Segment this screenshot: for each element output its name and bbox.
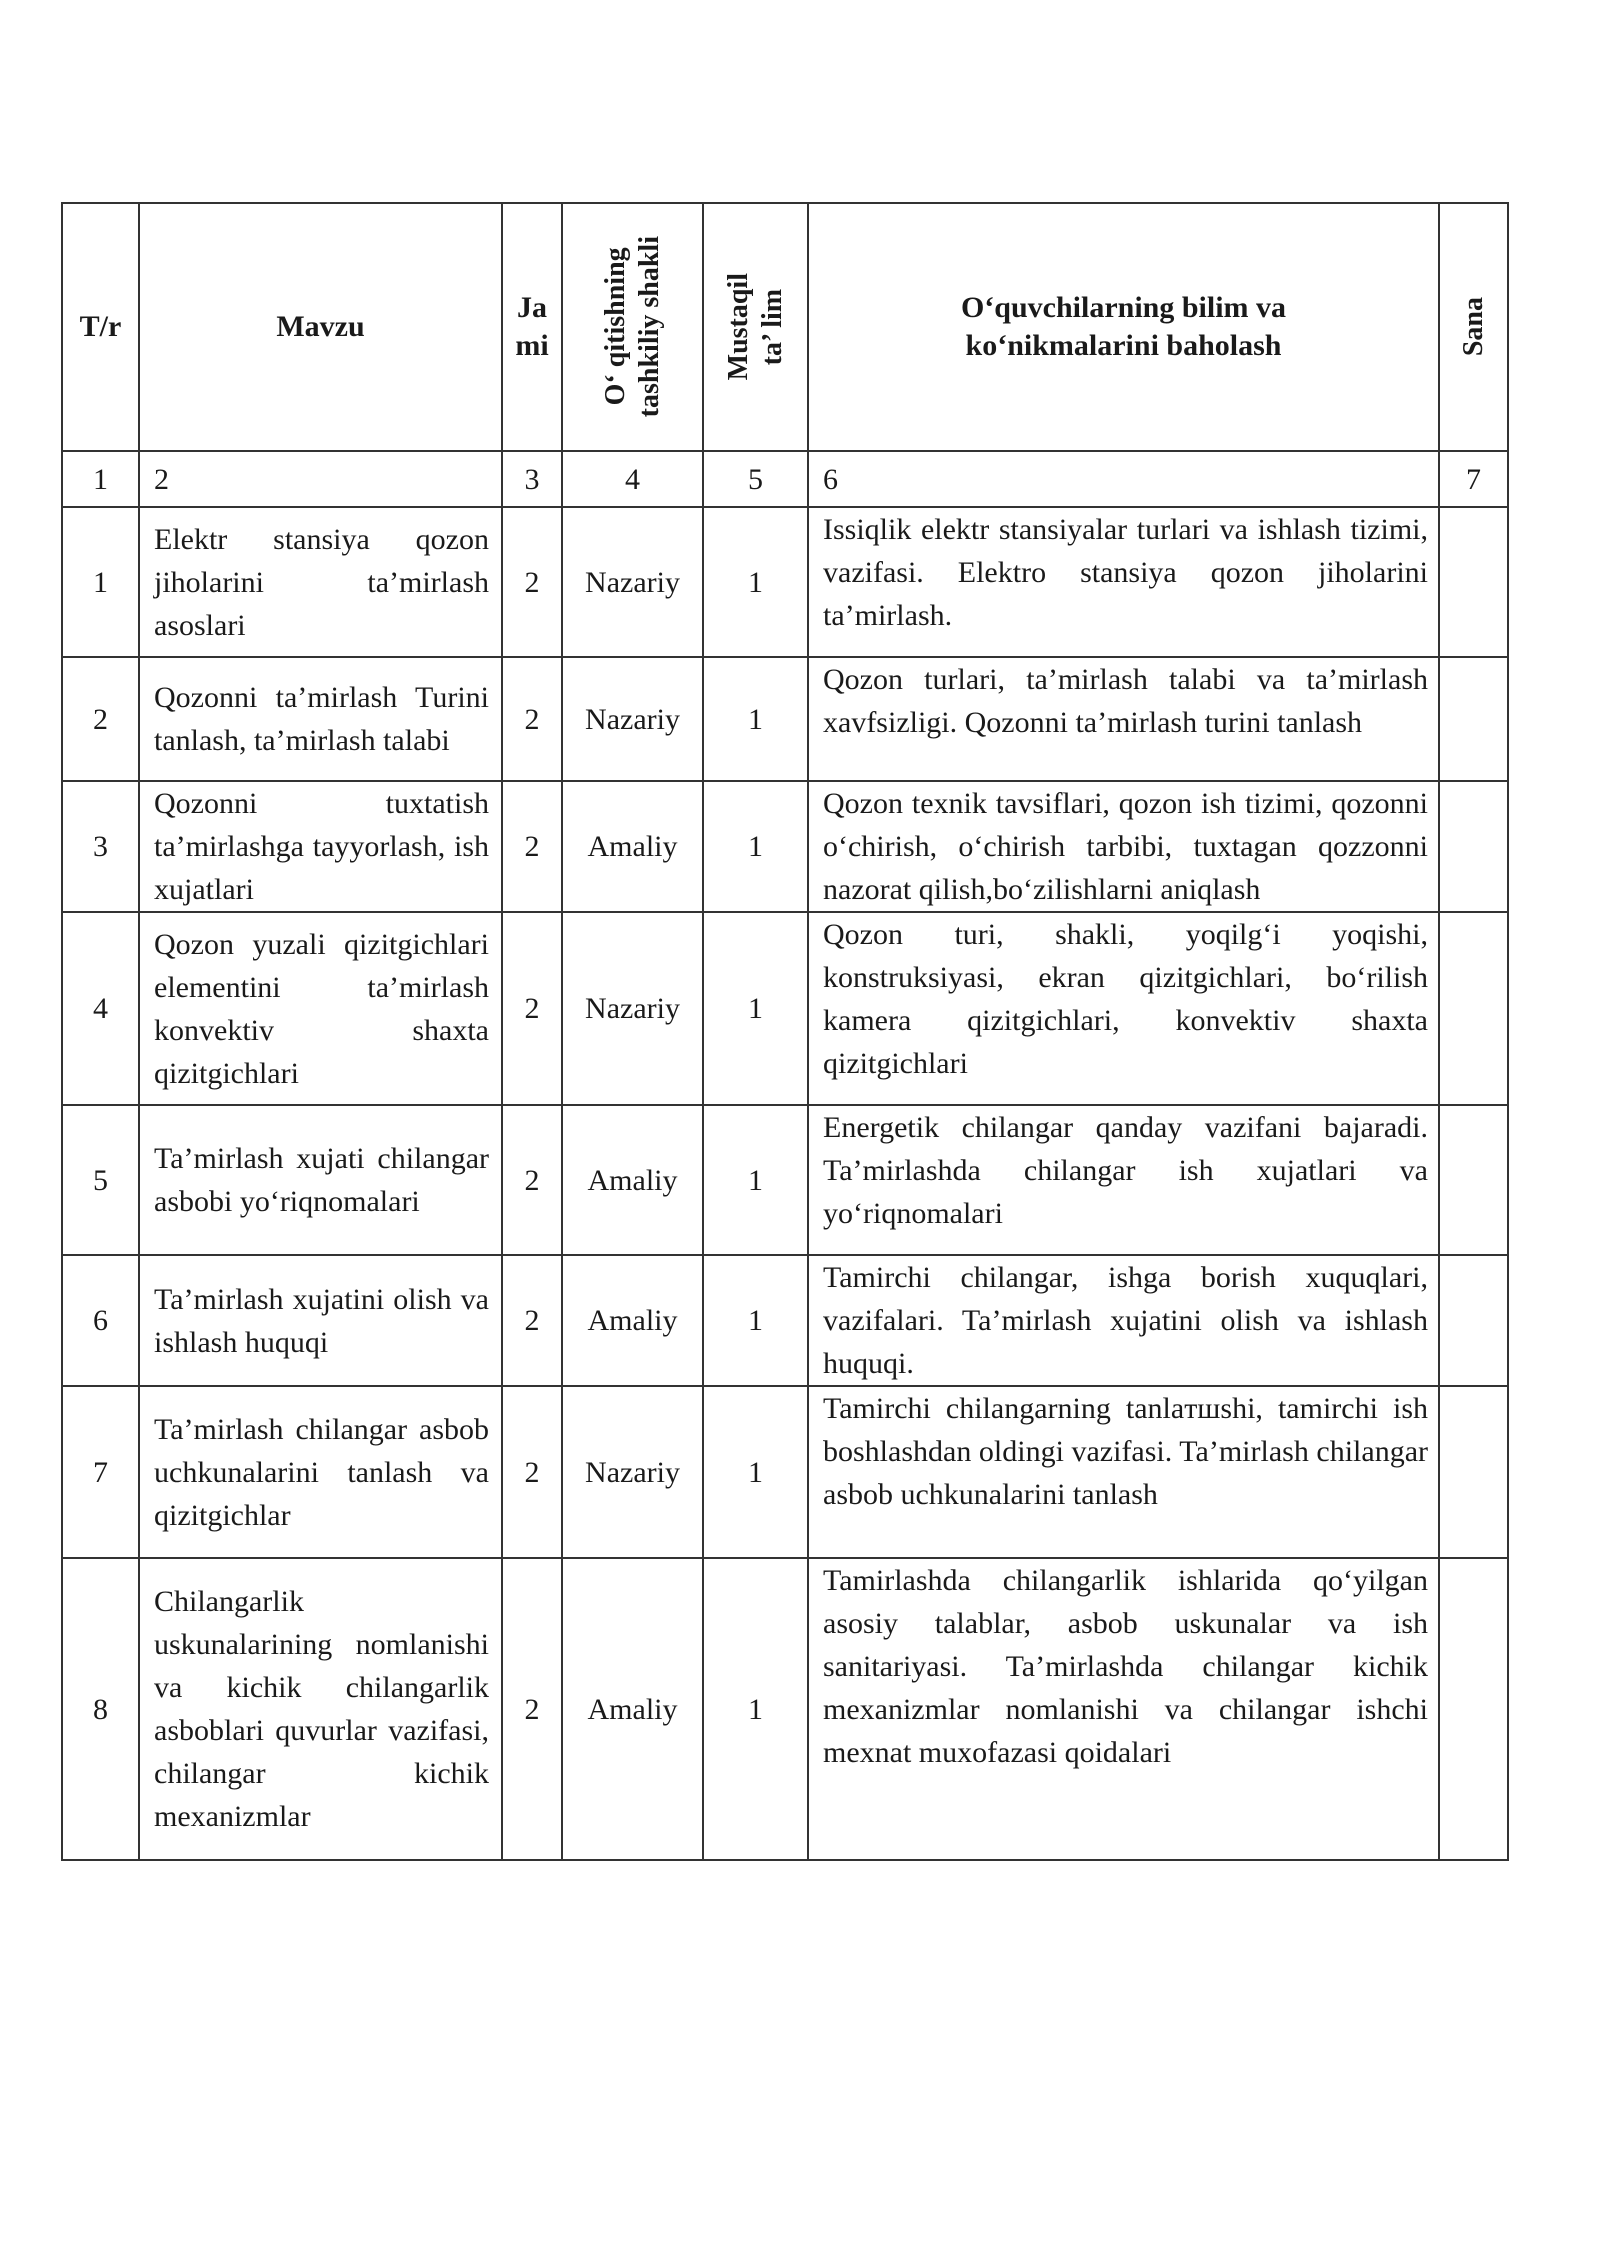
header-row [62,203,1508,451]
header-self-study [703,203,808,451]
table-row [62,507,1508,657]
table-row [62,1558,1508,1860]
lesson-form-cell: Nazariy [562,657,703,781]
self-study-cell: 1 [703,781,808,912]
total-hours-cell: 2 [502,1105,562,1255]
lesson-form-cell: Amaliy [562,781,703,912]
self-study-cell: 1 [703,1386,808,1558]
column-number: 1 [62,451,139,507]
lesson-form-cell: Amaliy [562,1558,703,1860]
header-topic-label: Mavzu [276,310,365,343]
column-number: 6 [808,451,1439,507]
date-cell [1439,657,1508,781]
total-hours-cell: 2 [502,781,562,912]
header-assessment [808,203,1439,451]
header-date [1439,203,1508,451]
topic-cell: Elektr stansiya qozon jiholarini ta’mirlash asoslari [139,507,502,657]
assessment-cell: Qozon turi, shakli, yoqilg‘i yoqishi, konstruksiyasi, ekran qizitgichlari, bo‘rilish kamera qizitgichlari, konvektiv shaxta qizitgichlari [808,912,1439,1105]
self-study-cell: 1 [703,1558,808,1860]
assessment-cell: Tamirlashda chilangarlik ishlarida qo‘yilgan asosiy talablar, asbob uskunalar va ish sanitariyasi. Ta’mirlashda chilangar kichik mexanizmlar nomlanishi va chilangar ishchi mexnat muxofazasi qoidalari [808,1558,1439,1860]
lesson-form-cell: Amaliy [562,1105,703,1255]
total-hours-cell: 2 [502,657,562,781]
topic-cell: Ta’mirlash xujatini olish va ishlash huquqi [139,1255,502,1386]
date-cell [1439,1386,1508,1558]
date-cell [1439,781,1508,912]
total-hours-cell: 2 [502,1255,562,1386]
header-assessment-label: O‘quvchilarning bilim va ko‘nikmalarini baholash [960,291,1287,362]
header-form-label: O‘ qitishning tashkiliy shakli [599,236,665,418]
self-study-cell: 1 [703,657,808,781]
column-number: 3 [502,451,562,507]
self-study-cell: 1 [703,507,808,657]
row-number-cell: 3 [62,781,139,912]
total-hours-cell: 2 [502,1558,562,1860]
total-hours-cell: 2 [502,507,562,657]
row-number-cell: 1 [62,507,139,657]
self-study-cell: 1 [703,1105,808,1255]
topic-cell: Ta’mirlash chilangar asbob uchkunalarini tanlash va qizitgichlar [139,1386,502,1558]
column-number: 5 [703,451,808,507]
topic-cell: Ta’mirlash xujati chilangar asbobi yo‘riqnomalari [139,1105,502,1255]
lesson-form-cell: Amaliy [562,1255,703,1386]
row-number-cell: 8 [62,1558,139,1860]
total-hours-cell: 2 [502,912,562,1105]
assessment-cell: Tamirchi chilangarning tanlaтшshi, tamirchi ish boshlashdan oldingi vazifasi. Ta’mirlash chilangar asbob uchkunalarini tanlash [808,1386,1439,1558]
column-number: 2 [139,451,502,507]
assessment-cell: Qozon turlari, ta’mirlash talabi va ta’mirlash xavfsizligi. Qozonni ta’mirlash turini tanlash [808,657,1439,781]
total-hours-cell: 2 [502,1386,562,1558]
lesson-form-cell: Nazariy [562,1386,703,1558]
table-row [62,657,1508,781]
assessment-cell: Tamirchi chilangar, ishga borish xuquqlari, vazifalari. Ta’mirlash xujatini olish va ishlash huquqi. [808,1255,1439,1386]
header-tr [62,203,139,451]
row-number-cell: 5 [62,1105,139,1255]
table-row [62,1255,1508,1386]
date-cell [1439,1255,1508,1386]
assessment-cell: Issiqlik elektr stansiyalar turlari va ishlash tizimi, vazifasi. Elektro stansiya qozon jiholarini ta’mirlash. [808,507,1439,657]
topic-cell: Qozon yuzali qizitgichlari elementini ta’mirlash konvektiv shaxta qizitgichlari [139,912,502,1105]
table-row [62,781,1508,912]
row-number-cell: 2 [62,657,139,781]
topic-cell: Qozonni ta’mirlash Turini tanlash, ta’mirlash talabi [139,657,502,781]
column-number-row [62,451,1508,507]
column-number: 7 [1439,451,1508,507]
date-cell [1439,507,1508,657]
date-cell [1439,1105,1508,1255]
header-self-study-label: Mustaqil ta’ lim [722,273,788,381]
table-row [62,1386,1508,1558]
row-number-cell: 6 [62,1255,139,1386]
row-number-cell: 4 [62,912,139,1105]
header-date-label: Sana [1457,297,1489,357]
lesson-plan-table [61,202,1509,1861]
lesson-form-cell: Nazariy [562,507,703,657]
header-jami-label: Ja mi [515,291,549,362]
row-number-cell: 7 [62,1386,139,1558]
assessment-cell: Energetik chilangar qanday vazifani bajaradi. Ta’mirlashda chilangar ish xujatlari va yo‘riqnomalari [808,1105,1439,1255]
header-topic [139,203,502,451]
header-tr-label: T/r [79,310,122,343]
header-jami [502,203,562,451]
header-form [562,203,703,451]
lesson-form-cell: Nazariy [562,912,703,1105]
date-cell [1439,1558,1508,1860]
self-study-cell: 1 [703,912,808,1105]
table-row [62,1105,1508,1255]
topic-cell: Chilangarlik uskunalarining nomlanishi va kichik chilangarlik asboblari quvurlar vazifasi, chilangar kichik mexanizmlar [139,1558,502,1860]
date-cell [1439,912,1508,1105]
self-study-cell: 1 [703,1255,808,1386]
table-row [62,912,1508,1105]
topic-cell: Qozonni tuxtatish ta’mirlashga tayyorlash, ish xujatlari [139,781,502,912]
column-number: 4 [562,451,703,507]
assessment-cell: Qozon texnik tavsiflari, qozon ish tizimi, qozonni o‘chirish, o‘chirish tarbibi, tuxtagan qozzonni nazorat qilish,bo‘zilishlarni aniqlash [808,781,1439,912]
